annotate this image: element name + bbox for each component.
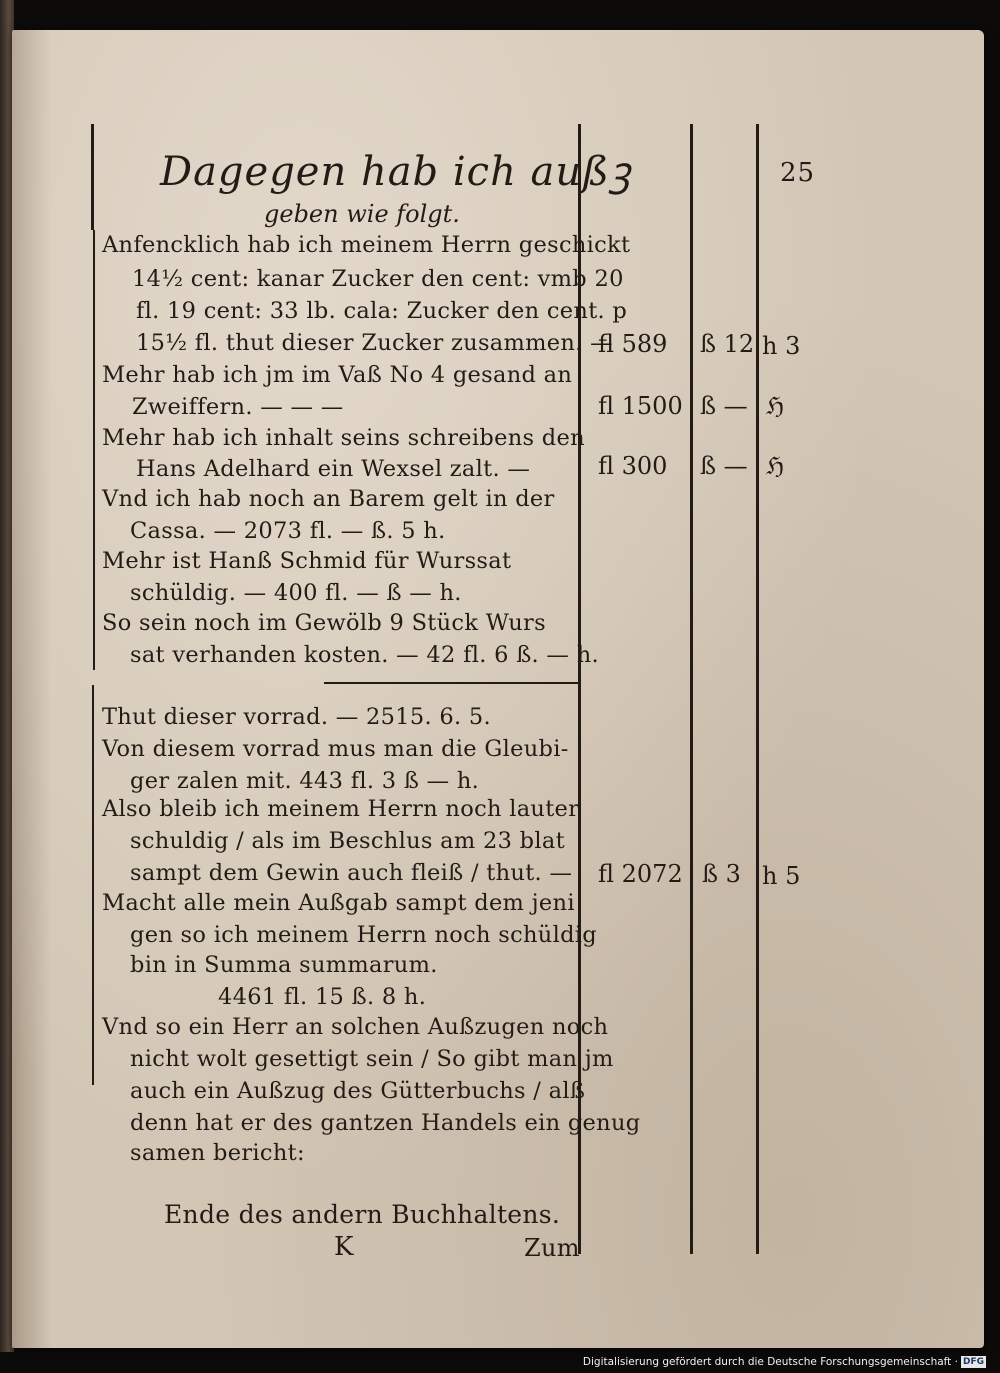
ledger-line: schuldig / als im Beschlus am 23 blat: [130, 828, 565, 854]
left-margin-rule: [92, 685, 94, 1085]
heller-amount: ℌ: [766, 452, 785, 480]
florin-amount: fl 2072: [598, 860, 683, 888]
ledger-line: ger zalen mit. 443 fl. 3 ß — h.: [130, 768, 480, 794]
ledger-line: auch ein Außzug des Gütterbuchs / alß: [130, 1078, 586, 1104]
ledger-line: bin in Summa summarum.: [130, 952, 438, 978]
digitization-credit: [583, 1355, 986, 1369]
florin-amount: fl 1500: [598, 392, 683, 420]
ledger-line: schüldig. — 400 fl. — ß — h.: [130, 580, 462, 606]
page-number: 25: [780, 158, 816, 188]
page-heading: Dagegen hab ich außꝫ: [160, 149, 632, 195]
ledger-line: Thut dieser vorrad. — 2515. 6. 5.: [102, 704, 491, 730]
ledger-line: sat verhanden kosten. — 42 fl. 6 ß. — h.: [130, 642, 599, 668]
ledger-line: Macht alle mein Außgab sampt dem jeni: [102, 890, 575, 916]
ledger-line: Also bleib ich meinem Herrn noch lauter: [102, 796, 580, 822]
ledger-line: nicht wolt gesettigt sein / So gibt man jm: [130, 1046, 614, 1072]
left-margin-rule: [91, 124, 94, 230]
left-margin-rule: [93, 230, 95, 670]
ledger-line: Mehr ist Hanß Schmid für Wurssat: [102, 548, 512, 574]
heller-amount: ℌ: [766, 392, 785, 420]
signature-mark: K: [334, 1232, 354, 1262]
florin-column-rule: [690, 124, 693, 1254]
ledger-line: sampt dem Gewin auch fleiß / thut. —: [130, 860, 573, 886]
ledger-line: 15½ fl. thut dieser Zucker zusammen. —: [136, 330, 613, 356]
catchword: Zum: [524, 1234, 580, 1262]
schilling-column-rule: [756, 124, 759, 1254]
florin-amount: fl 589: [598, 330, 668, 358]
ledger-line: Von diesem vorrad mus man die Gleubi-: [102, 736, 569, 762]
ledger-line: Mehr hab ich inhalt seins schreibens den: [102, 425, 585, 451]
ledger-line: 14½ cent: kanar Zucker den cent: vmb 20: [132, 266, 624, 292]
ledger-line: Anfencklich hab ich meinem Herrn geschickt: [102, 232, 631, 258]
ledger-line: fl. 19 cent: 33 lb. cala: Zucker den cent. p: [136, 298, 628, 324]
florin-amount: fl 300: [598, 452, 668, 480]
ledger-line: Vnd so ein Herr an solchen Außzugen noch: [102, 1014, 609, 1040]
ledger-line: Hans Adelhard ein Wexsel zalt. —: [136, 456, 531, 482]
ledger-line: denn hat er des gantzen Handels ein genug: [130, 1110, 641, 1136]
ledger-line: samen bericht:: [130, 1140, 305, 1166]
schilling-amount: ß 3: [702, 860, 741, 888]
scanned-page: [12, 30, 984, 1348]
ledger-line: 4461 fl. 15 ß. 8 h.: [218, 984, 427, 1010]
schilling-amount: ß 12: [700, 330, 755, 358]
ledger-line: Cassa. — 2073 fl. — ß. 5 h.: [130, 518, 446, 544]
closing-line: Ende des andern Buchhaltens.: [164, 1200, 561, 1229]
ledger-line: Zweiffern. — — —: [132, 394, 344, 420]
dfg-logo: DFG: [962, 1357, 984, 1367]
schilling-amount: ß —: [700, 452, 748, 480]
heller-amount: h 5: [762, 862, 801, 890]
credit-text: Digitalisierung gefördert durch die Deutsche Forschungsgemeinschaft ·: [582, 1356, 958, 1368]
ledger-line: So sein noch im Gewölb 9 Stück Wurs: [102, 610, 546, 636]
ledger-line: gen so ich meinem Herrn noch schüldig: [130, 922, 597, 948]
schilling-amount: ß —: [700, 392, 748, 420]
sum-underline: [324, 682, 579, 684]
heller-amount: h 3: [762, 332, 801, 360]
page-subheading: geben wie folgt.: [264, 200, 460, 228]
ledger-line: Vnd ich hab noch an Barem gelt in der: [102, 486, 555, 512]
ledger-line: Mehr hab ich jm im Vaß No 4 gesand an: [102, 362, 573, 388]
